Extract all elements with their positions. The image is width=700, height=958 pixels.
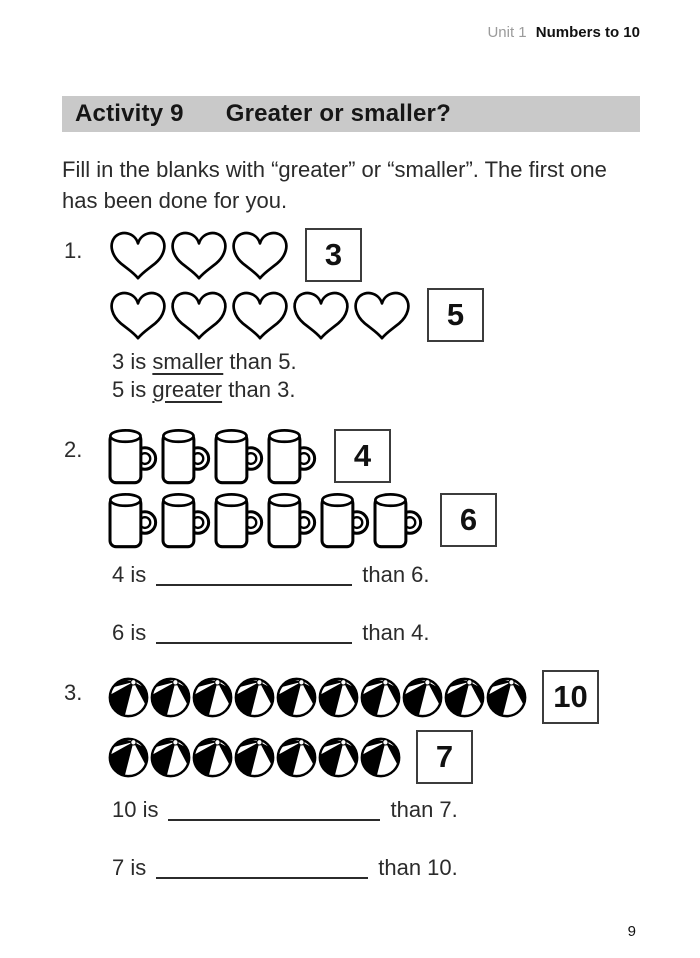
item-body: [108, 427, 660, 646]
sentence-text: 4 is: [112, 562, 147, 587]
sentences: [112, 796, 660, 881]
mug-icon: [267, 427, 318, 485]
item-body: [108, 670, 660, 881]
heart-icon: [108, 229, 168, 281]
sentences: [112, 561, 660, 646]
beach-ball-icon: [444, 677, 485, 718]
heart-icon: [230, 289, 290, 341]
mug-icon: [373, 491, 424, 549]
answer-blank[interactable]: [156, 642, 352, 644]
sentence-text: than 10.: [378, 855, 458, 880]
mug-icon: [320, 491, 371, 549]
sentence: [112, 376, 660, 403]
sentence-text: than 6.: [362, 562, 430, 587]
beach-ball-icon: [318, 737, 359, 778]
item-number: 2.: [64, 437, 83, 462]
activity-banner: [62, 96, 640, 132]
sentence-text: 7 is: [112, 855, 147, 880]
sentence: [112, 348, 660, 375]
beach-ball-icon: [276, 677, 317, 718]
object-row: [108, 491, 660, 549]
sentence: [112, 619, 660, 646]
mug-icon: [108, 491, 159, 549]
sentence-text: than 3.: [222, 377, 296, 402]
exercise-item: [64, 427, 660, 646]
beach-ball-icon: [318, 677, 359, 718]
mug-icon: [108, 427, 159, 485]
sentence-text: than 5.: [223, 349, 297, 374]
sentence: [112, 561, 660, 588]
answer-blank[interactable]: [156, 877, 368, 879]
sentence-text: 5 is: [112, 377, 153, 402]
beach-ball-icon: [360, 677, 401, 718]
sentence-text: than 4.: [362, 620, 430, 645]
answer-underlined: smaller: [152, 349, 224, 374]
answer-blank[interactable]: [168, 819, 380, 821]
answer-underlined: greater: [152, 377, 223, 402]
beach-ball-icon: [108, 677, 149, 718]
heart-icon: [230, 229, 290, 281]
unit-label: Unit 1: [487, 24, 527, 41]
item-body: [108, 228, 660, 403]
exercise-list: [64, 228, 660, 905]
beach-ball-icon: [192, 737, 233, 778]
beach-ball-icon: [150, 677, 191, 718]
object-row: [108, 228, 660, 282]
count-box: 4: [334, 429, 391, 483]
page-footer: [628, 923, 636, 940]
beach-ball-icon: [276, 737, 317, 778]
count-box: 3: [305, 228, 362, 282]
beach-ball-icon: [360, 737, 401, 778]
count-box: 5: [427, 288, 484, 342]
activity-title: Greater or smaller?: [225, 100, 451, 127]
heart-icon: [169, 289, 229, 341]
beach-ball-icon: [150, 737, 191, 778]
beach-ball-icon: [486, 677, 527, 718]
beach-ball-icon: [402, 677, 443, 718]
count-box: 10: [542, 670, 599, 724]
object-row: [108, 670, 660, 724]
count-box: 7: [416, 730, 473, 784]
object-row: [108, 288, 660, 342]
exercise-item: [64, 670, 660, 881]
mug-icon: [214, 491, 265, 549]
page-number: 9: [627, 923, 636, 940]
page-header: [487, 24, 640, 41]
mug-icon: [161, 427, 212, 485]
heart-icon: [169, 229, 229, 281]
instructions: Fill in the blanks with “greater” or “smaller”. The first one has been done for you.: [62, 157, 607, 213]
sentence: [112, 796, 660, 823]
beach-ball-icon: [234, 737, 275, 778]
beach-ball-icon: [108, 737, 149, 778]
object-row: [108, 730, 660, 784]
item-number: 3.: [64, 680, 83, 705]
activity-label: Activity 9: [75, 100, 184, 127]
sentences: [112, 348, 660, 403]
heart-icon: [291, 289, 351, 341]
beach-ball-icon: [192, 677, 233, 718]
exercise-item: [64, 228, 660, 403]
sentence: [112, 854, 660, 881]
object-row: [108, 427, 660, 485]
item-number: 1.: [64, 238, 83, 263]
sentence-text: 6 is: [112, 620, 147, 645]
unit-title: Numbers to 10: [535, 24, 640, 41]
mug-icon: [214, 427, 265, 485]
mug-icon: [161, 491, 212, 549]
heart-icon: [108, 289, 168, 341]
answer-blank[interactable]: [156, 584, 352, 586]
beach-ball-icon: [234, 677, 275, 718]
mug-icon: [267, 491, 318, 549]
sentence-text: 3 is: [112, 349, 153, 374]
sentence-text: than 7.: [390, 797, 458, 822]
sentence-text: 10 is: [112, 797, 159, 822]
count-box: 6: [440, 493, 497, 547]
heart-icon: [352, 289, 412, 341]
